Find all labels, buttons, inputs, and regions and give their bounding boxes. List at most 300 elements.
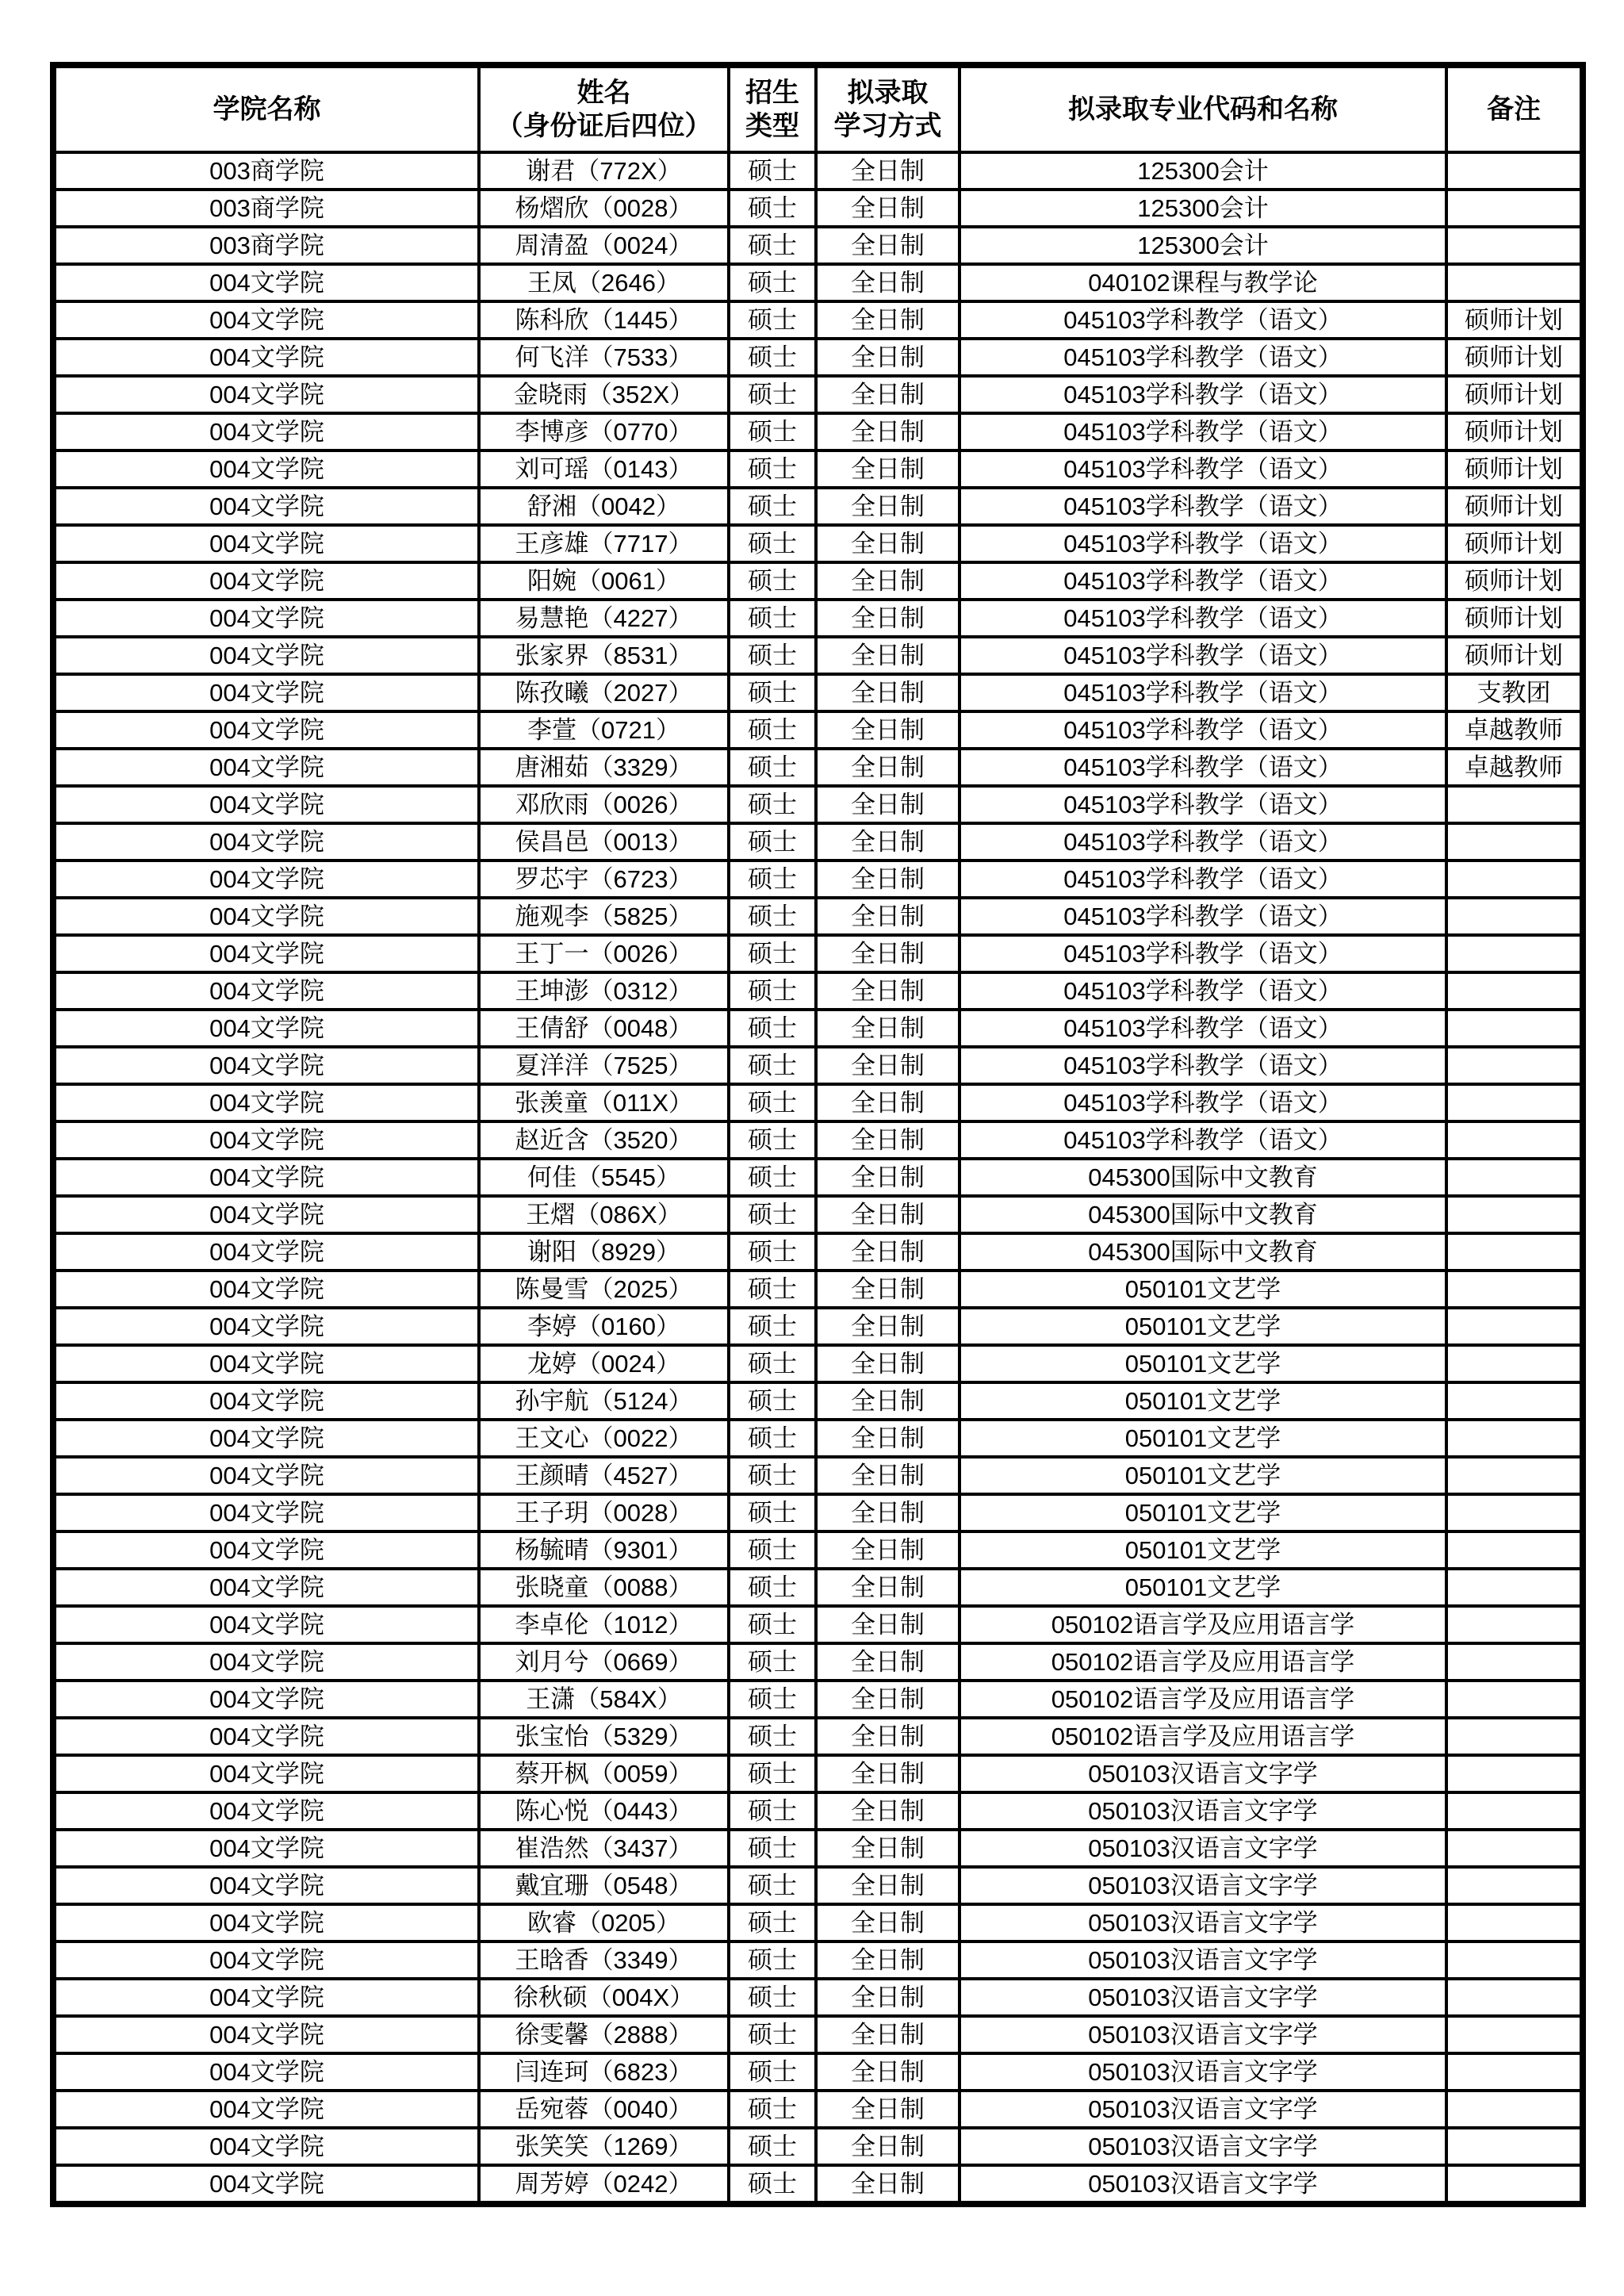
cell-major: 045103学科教学（语文）: [959, 450, 1446, 488]
table-row: [53, 525, 1583, 562]
cell-major: 050103汉语言文字学: [959, 1867, 1446, 1904]
cell-college: 004文学院: [53, 1830, 479, 1867]
cell-remark: [1446, 2053, 1583, 2091]
cell-type: 硕士: [729, 1643, 816, 1681]
cell-name: 王文心（0022）: [479, 1420, 729, 1457]
cell-name: 王坤澎（0312）: [479, 972, 729, 1010]
table-row: [53, 1718, 1583, 1755]
cell-type: 硕士: [729, 2165, 816, 2204]
cell-mode: 全日制: [816, 339, 959, 376]
cell-name: 谢阳（8929）: [479, 1233, 729, 1271]
table-row: [53, 972, 1583, 1010]
cell-remark: [1446, 1382, 1583, 1420]
cell-type: 硕士: [729, 1830, 816, 1867]
cell-college: 004文学院: [53, 1755, 479, 1792]
cell-college: 004文学院: [53, 1271, 479, 1308]
cell-college: 004文学院: [53, 1121, 479, 1159]
table-row: [53, 1792, 1583, 1830]
cell-college: 004文学院: [53, 1979, 479, 2016]
cell-name: 李卓伦（1012）: [479, 1606, 729, 1643]
cell-major: 050103汉语言文字学: [959, 2091, 1446, 2128]
cell-name: 周清盈（0024）: [479, 227, 729, 264]
cell-type: 硕士: [729, 935, 816, 972]
cell-remark: [1446, 1792, 1583, 1830]
cell-mode: 全日制: [816, 861, 959, 898]
cell-major: 045300国际中文教育: [959, 1159, 1446, 1196]
cell-mode: 全日制: [816, 1681, 959, 1718]
cell-mode: 全日制: [816, 1271, 959, 1308]
cell-mode: 全日制: [816, 1718, 959, 1755]
cell-major: 045300国际中文教育: [959, 1196, 1446, 1233]
cell-type: 硕士: [729, 562, 816, 600]
cell-name: 李婷（0160）: [479, 1308, 729, 1345]
cell-type: 硕士: [729, 301, 816, 339]
cell-name: 陈曼雪（2025）: [479, 1271, 729, 1308]
cell-mode: 全日制: [816, 1494, 959, 1531]
column-header-remark: [1446, 65, 1583, 152]
cell-name: 李博彦（0770）: [479, 413, 729, 450]
cell-mode: 全日制: [816, 1159, 959, 1196]
cell-major: 050101文艺学: [959, 1382, 1446, 1420]
cell-mode: 全日制: [816, 935, 959, 972]
cell-mode: 全日制: [816, 488, 959, 525]
column-header-line: 备注: [1487, 94, 1541, 125]
cell-college: 004文学院: [53, 2128, 479, 2165]
cell-major: 050103汉语言文字学: [959, 1941, 1446, 1979]
cell-college: 004文学院: [53, 1643, 479, 1681]
cell-remark: 卓越教师: [1446, 749, 1583, 786]
cell-mode: 全日制: [816, 1084, 959, 1121]
cell-major: 050103汉语言文字学: [959, 2128, 1446, 2165]
cell-remark: [1446, 786, 1583, 823]
cell-type: 硕士: [729, 637, 816, 674]
cell-name: 王颜晴（4527）: [479, 1457, 729, 1494]
column-header-major: [959, 65, 1446, 152]
cell-remark: 硕师计划: [1446, 339, 1583, 376]
cell-major: 125300会计: [959, 152, 1446, 190]
cell-type: 硕士: [729, 861, 816, 898]
table-row: [53, 190, 1583, 227]
cell-type: 硕士: [729, 1531, 816, 1569]
cell-major: 050103汉语言文字学: [959, 2053, 1446, 2091]
cell-remark: [1446, 1047, 1583, 1084]
table-row: [53, 1531, 1583, 1569]
cell-name: 张羡童（011X）: [479, 1084, 729, 1121]
cell-type: 硕士: [729, 339, 816, 376]
cell-remark: [1446, 861, 1583, 898]
cell-type: 硕士: [729, 2128, 816, 2165]
cell-remark: 硕师计划: [1446, 488, 1583, 525]
table-row: [53, 1010, 1583, 1047]
cell-name: 何飞洋（7533）: [479, 339, 729, 376]
cell-type: 硕士: [729, 525, 816, 562]
cell-major: 050101文艺学: [959, 1345, 1446, 1382]
cell-remark: [1446, 1345, 1583, 1382]
cell-remark: [1446, 1830, 1583, 1867]
cell-type: 硕士: [729, 1121, 816, 1159]
cell-name: 杨毓晴（9301）: [479, 1531, 729, 1569]
cell-major: 045103学科教学（语文）: [959, 301, 1446, 339]
cell-type: 硕士: [729, 152, 816, 190]
cell-college: 004文学院: [53, 2165, 479, 2204]
cell-name: 刘可瑶（0143）: [479, 450, 729, 488]
cell-college: 004文学院: [53, 1382, 479, 1420]
column-header-mode: [816, 65, 959, 152]
cell-mode: 全日制: [816, 1308, 959, 1345]
cell-mode: 全日制: [816, 600, 959, 637]
cell-college: 004文学院: [53, 898, 479, 935]
table-row: [53, 1979, 1583, 2016]
cell-type: 硕士: [729, 190, 816, 227]
table-row: [53, 898, 1583, 935]
column-header-line: 学习方式: [833, 111, 942, 141]
cell-remark: [1446, 1121, 1583, 1159]
cell-remark: 卓越教师: [1446, 711, 1583, 749]
cell-mode: 全日制: [816, 786, 959, 823]
table-row: [53, 450, 1583, 488]
table-row: [53, 1494, 1583, 1531]
cell-college: 004文学院: [53, 1569, 479, 1606]
cell-mode: 全日制: [816, 1121, 959, 1159]
cell-major: 040102课程与教学论: [959, 264, 1446, 301]
table-row: [53, 562, 1583, 600]
table-row: [53, 1382, 1583, 1420]
cell-major: 045103学科教学（语文）: [959, 376, 1446, 413]
table-row: [53, 1867, 1583, 1904]
cell-remark: [1446, 1010, 1583, 1047]
table-row: [53, 227, 1583, 264]
cell-college: 004文学院: [53, 861, 479, 898]
cell-type: 硕士: [729, 1271, 816, 1308]
cell-remark: [1446, 1420, 1583, 1457]
cell-major: 045300国际中文教育: [959, 1233, 1446, 1271]
cell-type: 硕士: [729, 2053, 816, 2091]
table-row: [53, 1941, 1583, 1979]
cell-mode: 全日制: [816, 1531, 959, 1569]
cell-college: 004文学院: [53, 823, 479, 861]
cell-remark: [1446, 2165, 1583, 2204]
cell-remark: 硕师计划: [1446, 562, 1583, 600]
cell-college: 004文学院: [53, 1047, 479, 1084]
cell-mode: 全日制: [816, 898, 959, 935]
table-row: [53, 711, 1583, 749]
table-row: [53, 1420, 1583, 1457]
cell-college: 004文学院: [53, 339, 479, 376]
cell-remark: [1446, 898, 1583, 935]
table-row: [53, 1904, 1583, 1941]
column-header-line: 类型: [745, 111, 799, 141]
table-row: [53, 152, 1583, 190]
cell-name: 舒湘（0042）: [479, 488, 729, 525]
cell-remark: [1446, 227, 1583, 264]
table-row: [53, 600, 1583, 637]
cell-college: 004文学院: [53, 376, 479, 413]
cell-major: 050103汉语言文字学: [959, 2165, 1446, 2204]
cell-college: 004文学院: [53, 600, 479, 637]
table-row: [53, 1643, 1583, 1681]
cell-name: 刘月兮（0669）: [479, 1643, 729, 1681]
cell-college: 004文学院: [53, 674, 479, 711]
cell-name: 徐雯馨（2888）: [479, 2016, 729, 2053]
cell-mode: 全日制: [816, 1345, 959, 1382]
cell-name: 岳宛蓉（0040）: [479, 2091, 729, 2128]
cell-type: 硕士: [729, 823, 816, 861]
cell-mode: 全日制: [816, 749, 959, 786]
column-header-line: 拟录取专业代码和名称: [1068, 94, 1338, 125]
cell-name: 何佳（5545）: [479, 1159, 729, 1196]
table-row: [53, 301, 1583, 339]
cell-mode: 全日制: [816, 674, 959, 711]
cell-type: 硕士: [729, 1792, 816, 1830]
column-header-line: 拟录取: [847, 77, 929, 108]
table-row: [53, 488, 1583, 525]
cell-remark: [1446, 1233, 1583, 1271]
cell-remark: [1446, 1196, 1583, 1233]
cell-name: 阳婉（0061）: [479, 562, 729, 600]
table-row: [53, 1271, 1583, 1308]
cell-mode: 全日制: [816, 1867, 959, 1904]
cell-mode: 全日制: [816, 1010, 959, 1047]
cell-college: 004文学院: [53, 1084, 479, 1121]
cell-type: 硕士: [729, 898, 816, 935]
cell-mode: 全日制: [816, 525, 959, 562]
column-header-college: [53, 65, 479, 152]
table-row: [53, 1755, 1583, 1792]
cell-mode: 全日制: [816, 1792, 959, 1830]
cell-name: 欧睿（0205）: [479, 1904, 729, 1941]
cell-major: 045103学科教学（语文）: [959, 823, 1446, 861]
cell-mode: 全日制: [816, 2165, 959, 2204]
cell-type: 硕士: [729, 1718, 816, 1755]
cell-type: 硕士: [729, 786, 816, 823]
column-header-line: 姓名: [576, 77, 631, 108]
cell-major: 050103汉语言文字学: [959, 1979, 1446, 2016]
cell-name: 周芳婷（0242）: [479, 2165, 729, 2204]
cell-major: 050102语言学及应用语言学: [959, 1681, 1446, 1718]
cell-college: 004文学院: [53, 1196, 479, 1233]
cell-mode: 全日制: [816, 972, 959, 1010]
cell-name: 李萱（0721）: [479, 711, 729, 749]
cell-remark: [1446, 935, 1583, 972]
cell-type: 硕士: [729, 1606, 816, 1643]
table-row: [53, 1196, 1583, 1233]
table-body: [53, 152, 1583, 2204]
cell-remark: [1446, 190, 1583, 227]
cell-major: 050103汉语言文字学: [959, 1830, 1446, 1867]
cell-type: 硕士: [729, 1420, 816, 1457]
cell-college: 004文学院: [53, 1867, 479, 1904]
cell-name: 赵近含（3520）: [479, 1121, 729, 1159]
table-row: [53, 749, 1583, 786]
cell-major: 045103学科教学（语文）: [959, 711, 1446, 749]
cell-name: 王丁一（0026）: [479, 935, 729, 972]
cell-remark: [1446, 1159, 1583, 1196]
cell-major: 045103学科教学（语文）: [959, 749, 1446, 786]
cell-type: 硕士: [729, 264, 816, 301]
cell-name: 杨熠欣（0028）: [479, 190, 729, 227]
table-row: [53, 823, 1583, 861]
cell-remark: [1446, 2091, 1583, 2128]
cell-remark: [1446, 264, 1583, 301]
cell-major: 050101文艺学: [959, 1531, 1446, 1569]
table-row: [53, 1159, 1583, 1196]
cell-remark: [1446, 1457, 1583, 1494]
cell-college: 004文学院: [53, 1420, 479, 1457]
cell-college: 004文学院: [53, 450, 479, 488]
table-row: [53, 2053, 1583, 2091]
cell-remark: 硕师计划: [1446, 600, 1583, 637]
table-row: [53, 1606, 1583, 1643]
table-row: [53, 861, 1583, 898]
cell-type: 硕士: [729, 972, 816, 1010]
cell-college: 004文学院: [53, 264, 479, 301]
cell-name: 闫连珂（6823）: [479, 2053, 729, 2091]
cell-major: 045103学科教学（语文）: [959, 600, 1446, 637]
cell-name: 王熠（086X）: [479, 1196, 729, 1233]
cell-type: 硕士: [729, 413, 816, 450]
cell-major: 045103学科教学（语文）: [959, 562, 1446, 600]
table-row: [53, 1681, 1583, 1718]
cell-major: 050101文艺学: [959, 1494, 1446, 1531]
cell-major: 045103学科教学（语文）: [959, 898, 1446, 935]
cell-mode: 全日制: [816, 1569, 959, 1606]
cell-type: 硕士: [729, 1755, 816, 1792]
column-header-name: [479, 65, 729, 152]
cell-type: 硕士: [729, 1457, 816, 1494]
admission-table: [50, 62, 1586, 2207]
cell-major: 050101文艺学: [959, 1457, 1446, 1494]
cell-remark: [1446, 1643, 1583, 1681]
cell-name: 张宝怡（5329）: [479, 1718, 729, 1755]
cell-mode: 全日制: [816, 264, 959, 301]
cell-name: 王子玥（0028）: [479, 1494, 729, 1531]
cell-name: 徐秋硕（004X）: [479, 1979, 729, 2016]
cell-name: 侯昌邑（0013）: [479, 823, 729, 861]
cell-college: 004文学院: [53, 1792, 479, 1830]
cell-college: 004文学院: [53, 1531, 479, 1569]
cell-mode: 全日制: [816, 2128, 959, 2165]
cell-type: 硕士: [729, 1979, 816, 2016]
cell-mode: 全日制: [816, 1233, 959, 1271]
cell-type: 硕士: [729, 674, 816, 711]
cell-name: 张晓童（0088）: [479, 1569, 729, 1606]
cell-mode: 全日制: [816, 1979, 959, 2016]
cell-college: 003商学院: [53, 227, 479, 264]
cell-college: 004文学院: [53, 1233, 479, 1271]
cell-remark: [1446, 1308, 1583, 1345]
table-header: [53, 65, 1583, 152]
cell-remark: 硕师计划: [1446, 525, 1583, 562]
cell-college: 004文学院: [53, 1904, 479, 1941]
cell-remark: [1446, 1904, 1583, 1941]
cell-mode: 全日制: [816, 301, 959, 339]
cell-type: 硕士: [729, 1867, 816, 1904]
cell-major: 050101文艺学: [959, 1271, 1446, 1308]
header-row: [53, 65, 1583, 152]
cell-name: 龙婷（0024）: [479, 1345, 729, 1382]
cell-name: 王晗香（3349）: [479, 1941, 729, 1979]
cell-major: 045103学科教学（语文）: [959, 972, 1446, 1010]
cell-name: 戴宜珊（0548）: [479, 1867, 729, 1904]
cell-remark: 硕师计划: [1446, 637, 1583, 674]
cell-mode: 全日制: [816, 227, 959, 264]
cell-mode: 全日制: [816, 2016, 959, 2053]
cell-college: 004文学院: [53, 1457, 479, 1494]
cell-remark: [1446, 2016, 1583, 2053]
cell-mode: 全日制: [816, 1941, 959, 1979]
cell-name: 金晓雨（352X）: [479, 376, 729, 413]
cell-college: 004文学院: [53, 562, 479, 600]
cell-remark: [1446, 1681, 1583, 1718]
cell-mode: 全日制: [816, 637, 959, 674]
cell-remark: 硕师计划: [1446, 301, 1583, 339]
cell-college: 003商学院: [53, 190, 479, 227]
cell-college: 004文学院: [53, 2016, 479, 2053]
cell-type: 硕士: [729, 2016, 816, 2053]
cell-name: 王潇（584X）: [479, 1681, 729, 1718]
cell-college: 004文学院: [53, 525, 479, 562]
cell-name: 易慧艳（4227）: [479, 600, 729, 637]
cell-mode: 全日制: [816, 1047, 959, 1084]
cell-college: 004文学院: [53, 637, 479, 674]
cell-remark: 硕师计划: [1446, 413, 1583, 450]
table-row: [53, 1345, 1583, 1382]
cell-college: 004文学院: [53, 786, 479, 823]
cell-mode: 全日制: [816, 1420, 959, 1457]
cell-major: 045103学科教学（语文）: [959, 1121, 1446, 1159]
cell-college: 004文学院: [53, 1606, 479, 1643]
table-row: [53, 1233, 1583, 1271]
cell-remark: [1446, 1867, 1583, 1904]
cell-type: 硕士: [729, 1010, 816, 1047]
cell-type: 硕士: [729, 1681, 816, 1718]
cell-mode: 全日制: [816, 711, 959, 749]
cell-major: 125300会计: [959, 227, 1446, 264]
cell-major: 050103汉语言文字学: [959, 1792, 1446, 1830]
cell-type: 硕士: [729, 1941, 816, 1979]
cell-major: 125300会计: [959, 190, 1446, 227]
cell-college: 003商学院: [53, 152, 479, 190]
column-header-type: [729, 65, 816, 152]
cell-major: 045103学科教学（语文）: [959, 935, 1446, 972]
cell-major: 045103学科教学（语文）: [959, 674, 1446, 711]
cell-college: 004文学院: [53, 1159, 479, 1196]
cell-type: 硕士: [729, 1569, 816, 1606]
cell-major: 050103汉语言文字学: [959, 1755, 1446, 1792]
cell-major: 045103学科教学（语文）: [959, 488, 1446, 525]
cell-mode: 全日制: [816, 2091, 959, 2128]
cell-remark: [1446, 1531, 1583, 1569]
cell-type: 硕士: [729, 376, 816, 413]
cell-mode: 全日制: [816, 190, 959, 227]
cell-remark: [1446, 152, 1583, 190]
cell-remark: [1446, 1979, 1583, 2016]
cell-name: 陈孜曦（2027）: [479, 674, 729, 711]
cell-mode: 全日制: [816, 823, 959, 861]
cell-major: 045103学科教学（语文）: [959, 786, 1446, 823]
cell-major: 050101文艺学: [959, 1420, 1446, 1457]
cell-name: 张笑笑（1269）: [479, 2128, 729, 2165]
cell-remark: [1446, 1569, 1583, 1606]
cell-mode: 全日制: [816, 1382, 959, 1420]
column-header-line: 招生: [745, 77, 799, 108]
table-row: [53, 1047, 1583, 1084]
cell-name: 蔡开枫（0059）: [479, 1755, 729, 1792]
cell-college: 004文学院: [53, 1010, 479, 1047]
cell-mode: 全日制: [816, 1606, 959, 1643]
cell-major: 045103学科教学（语文）: [959, 1084, 1446, 1121]
cell-mode: 全日制: [816, 450, 959, 488]
